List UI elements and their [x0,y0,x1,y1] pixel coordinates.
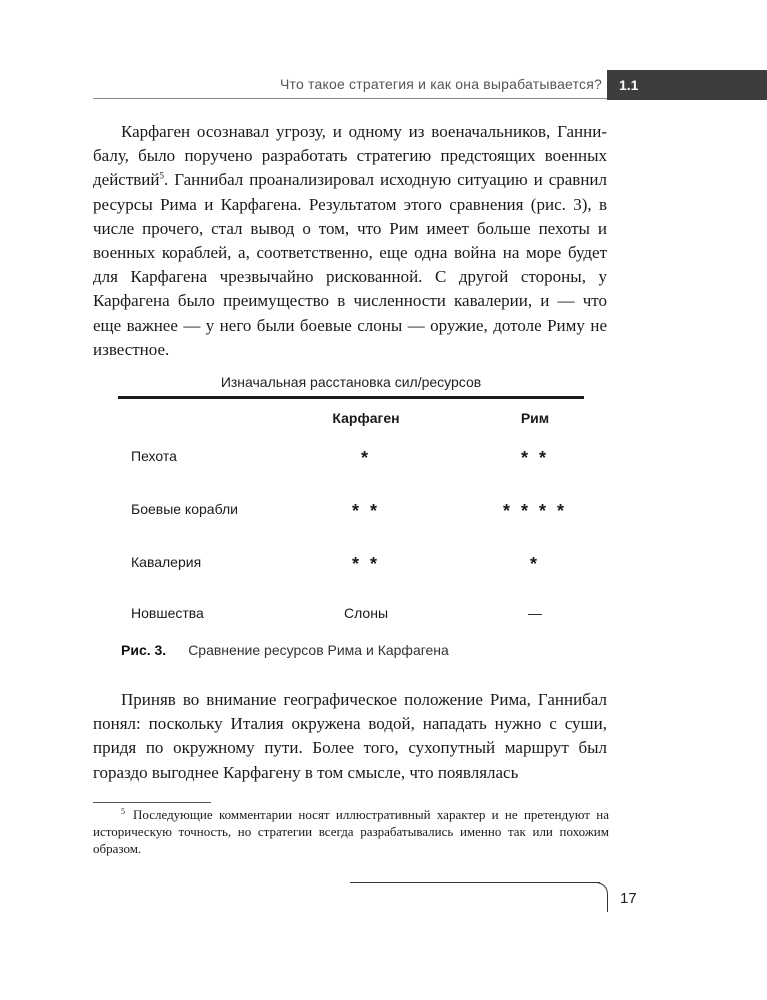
footnote-rule [93,802,211,803]
header-rule [93,98,607,99]
row-label-innovations: Новшества [131,605,204,621]
footnote [93,806,609,857]
figure-caption [121,642,449,658]
cell-carthage-cavalry: * * [351,554,380,574]
cell-carthage-warships: * * [351,501,380,521]
cell-carthage-infantry: * [360,448,371,468]
para1-text-b: . Ганнибал проанализировал исходную ситуацию и сравнил ресурсы Рима и Карфагена. Результатом этого сравнения (рис. 3), в числе прочего, стал вывод о том, что Рим имеет больше пехоты и военных кораблей, а, соответственно, еще одна война на море будет для Карфагена чрезвычайно рискованной. С другой стороны, у Карфагена было преимущество в численности кавалерии, и — что еще важнее — у него были боевые слоны — оружие, дотоле Риму не известное. [93,170,607,359]
page-number: 17 [620,890,637,907]
section-number-badge: 1.1 [607,70,767,100]
footer-rule-corner [596,882,608,912]
footnote-reference[interactable]: 5 [159,170,164,181]
row-label-warships: Боевые корабли [131,501,238,517]
cell-rome-innovations: — [528,605,542,621]
cell-rome-cavalry: * [529,554,540,574]
body-paragraph-1 [93,120,607,362]
figure-caption-text: Сравнение ресурсов Рима и Карфагена [188,642,449,658]
figure-title: Изначальная расстановка сил/ресурсов [220,374,482,390]
cell-rome-warships: * * * * [502,501,568,521]
row-label-infantry: Пехота [131,448,177,464]
figure-rule [118,396,584,399]
footer-rule [350,882,600,883]
cell-rome-infantry: * * [520,448,549,468]
footnote-text: Последующие комментарии носят иллюстративный характер и не претендуют на историческую точность, но стратегии всегда разрабатывались именно так или похожим образом. [93,807,609,856]
body-paragraph-2: Приняв во внимание географическое положение Рима, Ганнибал понял: поскольку Италия окружена водой, нападать нужно с суши, придя по окружному пути. Более того, сухопутный маршрут был гораздо выгоднее Карфагену в том смысле, что появлялась [93,690,607,782]
column-header-carthage: Карфаген [332,410,400,426]
figure-caption-label: Рис. 3. [121,642,167,658]
para1-text-a: Карфаген осознавал угрозу, и одному из военачальников, Ганнибалу, было поручено разработать стратегию предстоящих военных действий [93,122,607,190]
cell-carthage-innovations: Слоны [343,605,389,621]
footnote-number: 5 [121,806,125,816]
running-header-title: Что такое стратегия и как она вырабатывается? [279,76,602,92]
column-header-rome: Рим [520,410,550,426]
row-label-cavalry: Кавалерия [131,554,202,570]
